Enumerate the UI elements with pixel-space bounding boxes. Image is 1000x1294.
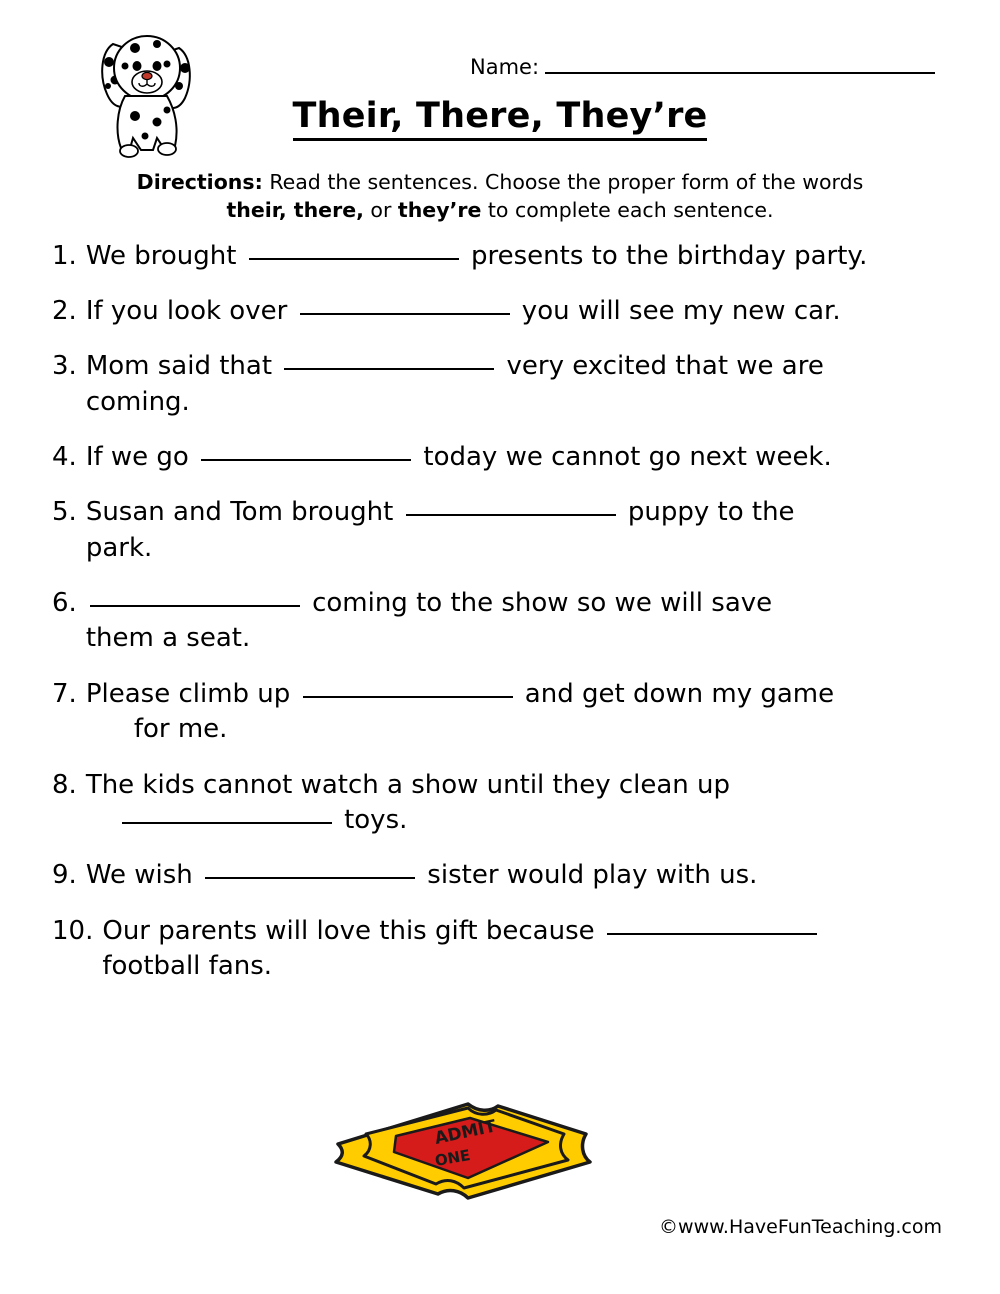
answer-blank[interactable] [122,821,332,824]
answer-blank[interactable] [284,367,494,370]
question-6 [52,586,948,657]
admit-one-ticket-icon [318,1086,608,1201]
question-continuation: football fans. [102,950,273,981]
question-after: and get down my game [516,678,835,709]
question-before: Mom said that [85,351,281,382]
worksheet-header [0,0,1000,160]
question-after: you will see my new car. [513,295,841,326]
answer-blank[interactable] [607,932,817,935]
name-label: Name: [470,55,540,79]
answer-blank[interactable] [406,513,616,516]
answer-blank[interactable] [300,312,510,315]
question-number: 8. [52,769,77,800]
question-after: puppy to the [619,497,795,528]
question-4 [52,440,948,475]
question-after: very excited that we are [498,351,824,382]
directions-line1: Read the sentences. Choose the proper form of the words [262,170,864,194]
question-text [86,440,948,475]
directions-line2-rest: to complete each sentence. [481,198,774,223]
question-7 [52,677,948,748]
question-after: today we cannot go next week. [415,442,832,472]
answer-blank[interactable] [303,695,513,698]
answer-blank[interactable] [90,604,300,607]
question-before: Our parents will love this gift because [102,915,603,946]
answer-blank[interactable] [205,876,415,879]
question-2 [52,294,948,329]
question-number: 2. [52,295,77,326]
question-number: 3. [52,351,77,382]
page-title [0,96,1000,136]
question-before: If we go [85,442,198,472]
answer-blank[interactable] [201,458,411,461]
question-text [86,495,948,566]
question-text [86,349,948,420]
directions-words: their, there, [226,198,364,223]
question-9 [52,858,948,893]
question-text [86,294,948,329]
question-after: coming to the show so we will save [303,588,773,619]
question-3 [52,349,948,420]
name-field[interactable] [470,55,935,79]
question-continuation: for me. [133,714,228,745]
question-number: 6. [52,588,77,619]
question-before: We brought [85,240,245,271]
question-text [86,858,948,893]
directions [55,168,945,225]
question-10 [52,914,948,985]
question-continuation: coming. [85,386,190,417]
page-title-text: Their, There, They’re [293,96,708,141]
directions-label: Directions: [136,170,263,194]
directions-word-theyre: they’re [397,198,482,223]
question-continuation: them a seat. [85,623,251,654]
question-after: sister would play with us. [419,860,758,891]
answer-blank[interactable] [249,257,459,260]
question-before: Susan and Tom brought [85,497,402,528]
name-write-line[interactable] [545,70,935,74]
question-number: 5. [52,497,77,528]
question-8 [52,768,948,839]
question-before: We wish [85,860,202,891]
questions-list [0,239,1000,985]
question-number: 1. [52,240,77,271]
question-text [86,677,948,748]
question-continuation: park. [85,532,153,563]
question-text [86,586,948,657]
question-text [86,239,948,274]
question-1 [52,239,948,274]
directions-conjunction: or [363,198,398,223]
question-text [102,914,948,985]
ticket-line2: ONE [433,1146,472,1170]
question-text [86,768,948,839]
dalmatian-puppy-icon [95,18,205,163]
question-number: 7. [52,678,77,709]
question-before: If you look over [85,295,296,326]
question-before: Please climb up [85,678,299,709]
question-5 [52,495,948,566]
question-before: The kids cannot watch a show until they clean up [85,769,731,800]
question-number: 4. [52,442,77,472]
footer-copyright: ©www.HaveFunTeaching.com [659,1216,942,1238]
question-number: 10. [52,915,94,946]
question-after: toys. [335,804,408,835]
question-number: 9. [52,860,77,891]
question-after: presents to the birthday party. [462,240,868,271]
ticket-line1: ADMIT [432,1116,498,1149]
